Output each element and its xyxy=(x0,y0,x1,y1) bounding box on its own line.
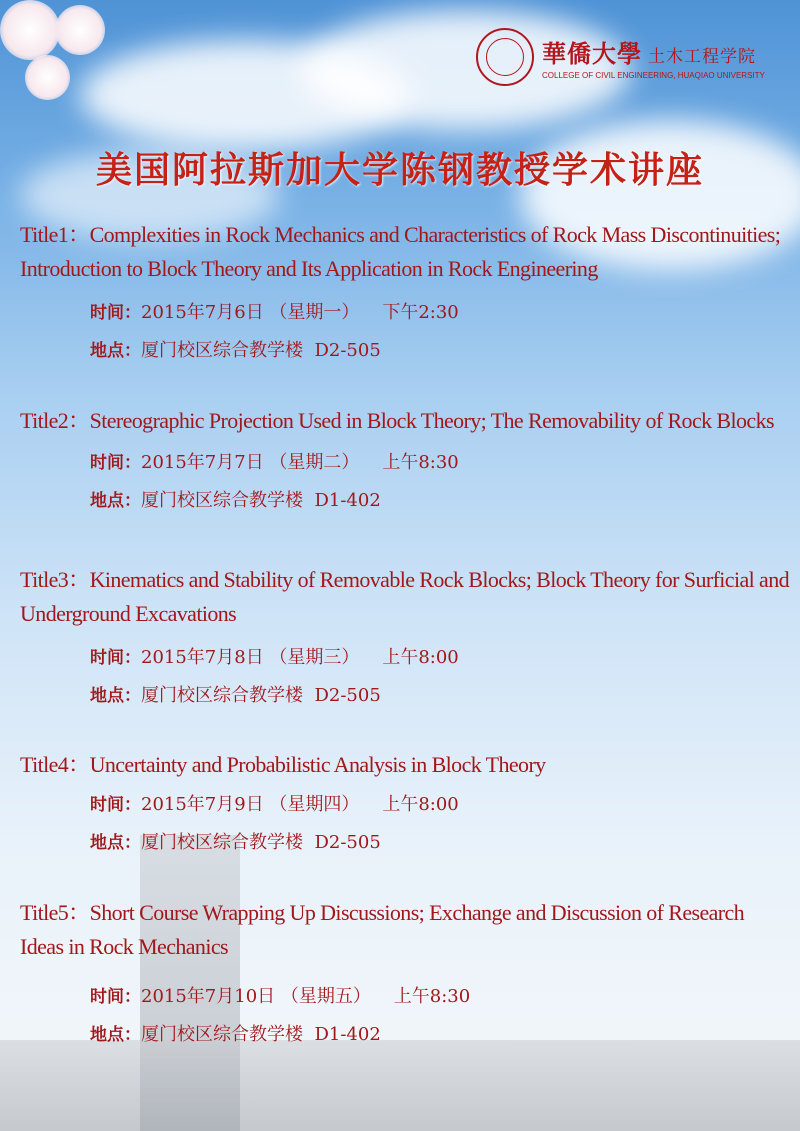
talk-time xyxy=(90,786,790,824)
talk-title: Title1：Complexities in Rock Mechanics and Characteristics of Rock Mass Discontinuities; Introduction to Block Theory and Its Application in Rock Engineering xyxy=(20,222,781,281)
time-label: 时间： xyxy=(90,987,141,1007)
talk-item xyxy=(20,563,790,715)
time-value: 2015年7月10日 （星期五） 上午8:30 xyxy=(141,986,471,1007)
place-value: 厦门校区综合教学楼 D2-505 xyxy=(141,832,381,853)
place-label: 地点： xyxy=(90,341,141,361)
talk-item xyxy=(20,896,790,1054)
logo-chinese-name xyxy=(542,34,765,69)
time-value: 2015年7月6日 （星期一） 下午2:30 xyxy=(141,302,459,323)
cherry-blossom-decoration xyxy=(25,55,70,100)
talk-item xyxy=(20,748,790,862)
university-name: 華僑大學 xyxy=(542,42,642,68)
cherry-blossom-decoration xyxy=(55,5,105,55)
place-value: 厦门校区综合教学楼 D1-402 xyxy=(141,490,381,511)
talk-title: Title5：Short Course Wrapping Up Discussions; Exchange and Discussion of Research Ideas in Rock Mechanics xyxy=(20,900,745,959)
college-english-name: COLLEGE OF CIVIL ENGINEERING, HUAQIAO UNIVERSITY xyxy=(542,71,765,80)
place-value: 厦门校区综合教学楼 D2-505 xyxy=(141,685,381,706)
time-label: 时间： xyxy=(90,648,141,668)
college-name: 土木工程学院 xyxy=(648,47,756,66)
poster-headline: 美国阿拉斯加大学陈钢教授学术讲座 xyxy=(95,150,704,191)
talk-item xyxy=(20,218,790,370)
place-label: 地点： xyxy=(90,1025,141,1045)
university-logo xyxy=(476,28,765,86)
talk-time xyxy=(90,444,790,482)
cherry-blossom-decoration xyxy=(0,0,60,60)
university-seal-icon xyxy=(476,28,534,86)
talk-time xyxy=(90,294,790,332)
place-label: 地点： xyxy=(90,491,141,511)
place-label: 地点： xyxy=(90,686,141,706)
talk-place xyxy=(90,332,790,370)
time-label: 时间： xyxy=(90,795,141,815)
time-value: 2015年7月7日 （星期二） 上午8:30 xyxy=(141,452,459,473)
place-value: 厦门校区综合教学楼 D1-402 xyxy=(141,1024,381,1045)
place-label: 地点： xyxy=(90,833,141,853)
time-label: 时间： xyxy=(90,303,141,323)
talk-place xyxy=(90,824,790,862)
talk-title: Title3：Kinematics and Stability of Removable Rock Blocks; Block Theory for Surficial and Underground Excavations xyxy=(20,567,790,626)
time-value: 2015年7月9日 （星期四） 上午8:00 xyxy=(141,794,459,815)
talk-time xyxy=(90,639,790,677)
time-value: 2015年7月8日 （星期三） 上午8:00 xyxy=(141,647,459,668)
talk-place xyxy=(90,482,790,520)
talk-title: Title2：Stereographic Projection Used in Block Theory; The Removability of Rock Blocks xyxy=(20,408,774,433)
time-label: 时间： xyxy=(90,453,141,473)
talk-title: Title4：Uncertainty and Probabilistic Analysis in Block Theory xyxy=(20,752,546,777)
talk-place xyxy=(90,1016,790,1054)
place-value: 厦门校区综合教学楼 D2-505 xyxy=(141,340,381,361)
talk-place xyxy=(90,677,790,715)
talk-item xyxy=(20,404,790,520)
talk-time xyxy=(90,978,790,1016)
